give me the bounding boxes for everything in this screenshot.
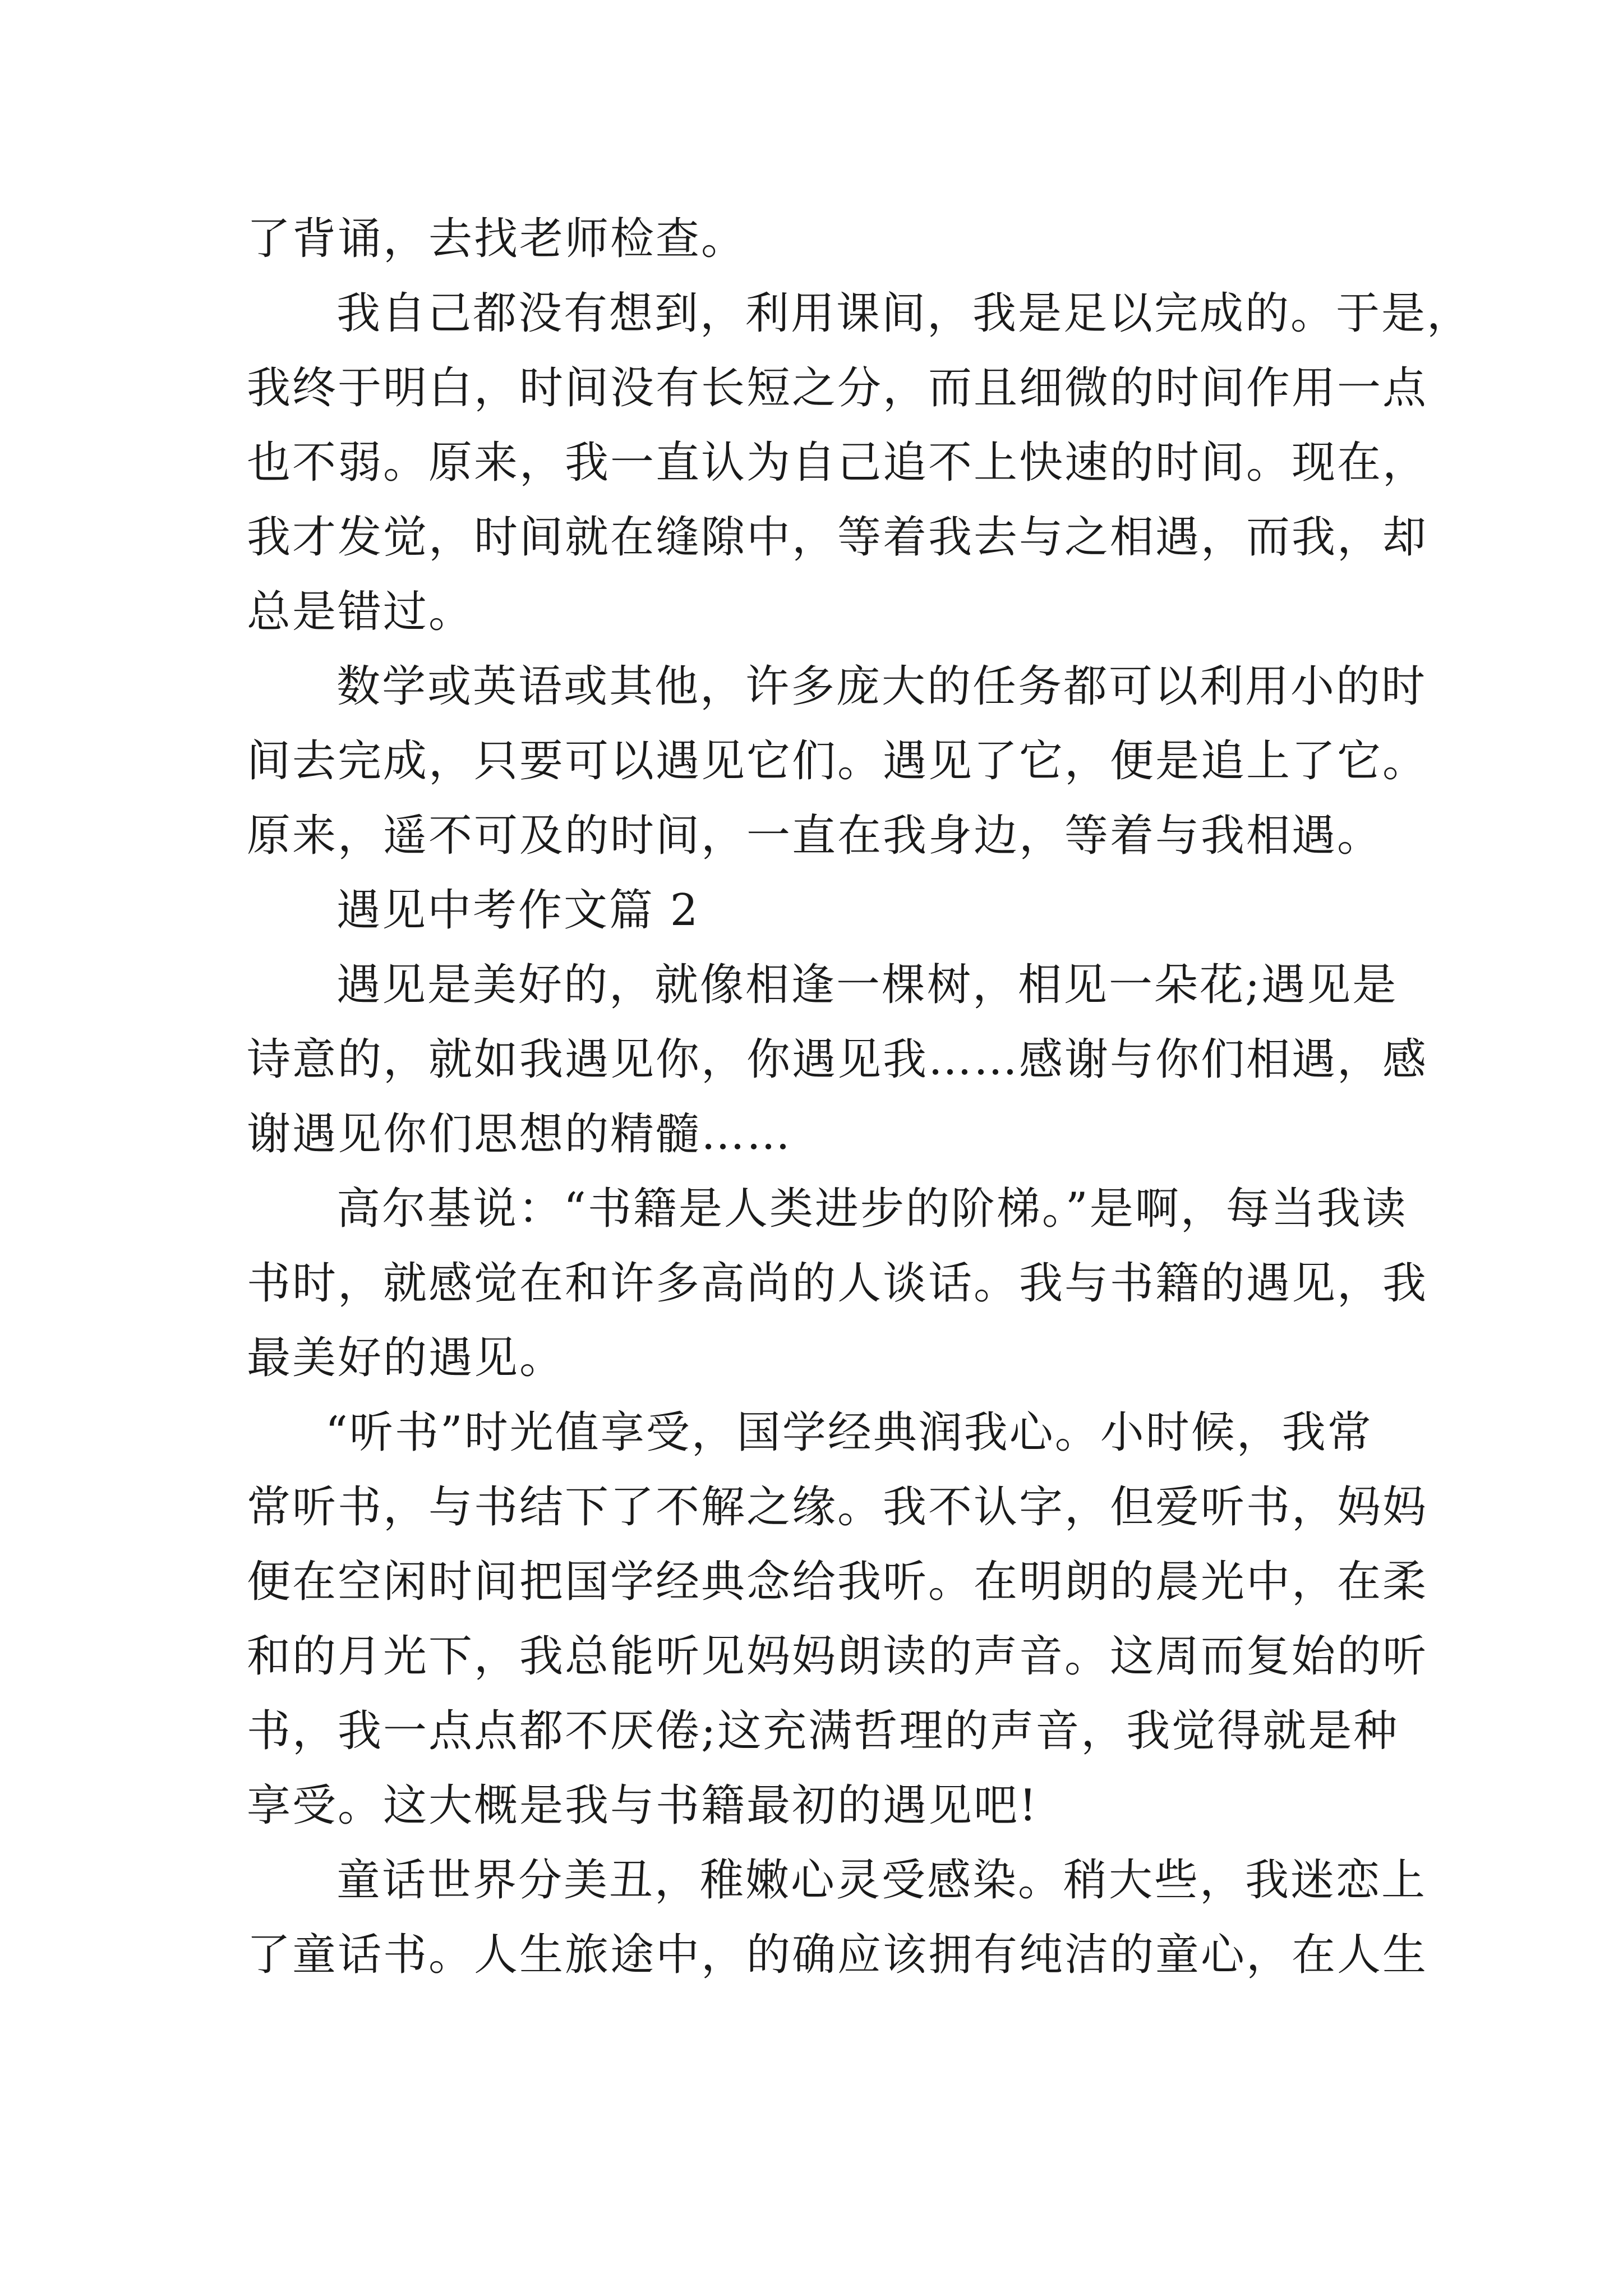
text-line: 谢遇见你们思想的精髓…… [247,1109,792,1159]
text-line: 我才发觉，时间就在缝隙中，等着我去与之相遇，而我，却 [247,512,1428,563]
text-line: 了背诵，去找老师检查。 [247,214,747,264]
text-line: 享受。这大概是我与书籍最初的遇见吧! [247,1780,1039,1831]
text-line: “听书”时光值享受，国学经典润我心。小时候，我常 [325,1407,1373,1458]
text-line: 童话世界分美丑，稚嫩心灵受感染。稍大些，我迷恋上 [336,1855,1427,1906]
text-line: 书时，就感觉在和许多高尚的人谈话。我与书籍的遇见，我 [247,1258,1428,1309]
text-line: 了童话书。人生旅途中，的确应该拥有纯洁的童心，在人生 [247,1930,1428,1980]
text-line: 常听书，与书结下了不解之缘。我不认字，但爱听书，妈妈 [247,1482,1428,1533]
text-line: 便在空闲时间把国学经典念给我听。在明朗的晨光中，在柔 [247,1557,1428,1607]
text-line: 也不弱。原来，我一直认为自己追不上快速的时间。现在， [247,438,1428,488]
text-line: 书，我一点点都不厌倦;这充满哲理的声音，我觉得就是种 [247,1706,1399,1756]
text-line: 我终于明白，时间没有长短之分，而且细微的时间作用一点 [247,363,1428,413]
text-line: 总是错过。 [247,587,474,637]
text-line: 数学或英语或其他，许多庞大的任务都可以利用小的时 [336,661,1427,712]
body-text [247,202,1473,1993]
section-heading: 遇见中考作文篇 2 [336,885,700,936]
text-line: 诗意的，就如我遇见你，你遇见我……感谢与你们相遇，感 [247,1034,1428,1085]
text-line: 间去完成，只要可以遇见它们。遇见了它，便是追上了它。 [247,736,1428,786]
text-line: 原来，遥不可及的时间，一直在我身边，等着与我相遇。 [247,811,1383,861]
text-line: 和的月光下，我总能听见妈妈朗读的声音。这周而复始的听 [247,1631,1428,1682]
text-line: 我自己都没有想到，利用课间，我是足以完成的。于是， [336,288,1473,339]
text-line: 高尔基说：“书籍是人类进步的阶梯。”是啊，每当我读 [336,1184,1408,1234]
text-line: 遇见是美好的，就像相逢一棵树，相见一朵花;遇见是 [336,960,1398,1010]
text-line: 最美好的遇见。 [247,1333,565,1383]
